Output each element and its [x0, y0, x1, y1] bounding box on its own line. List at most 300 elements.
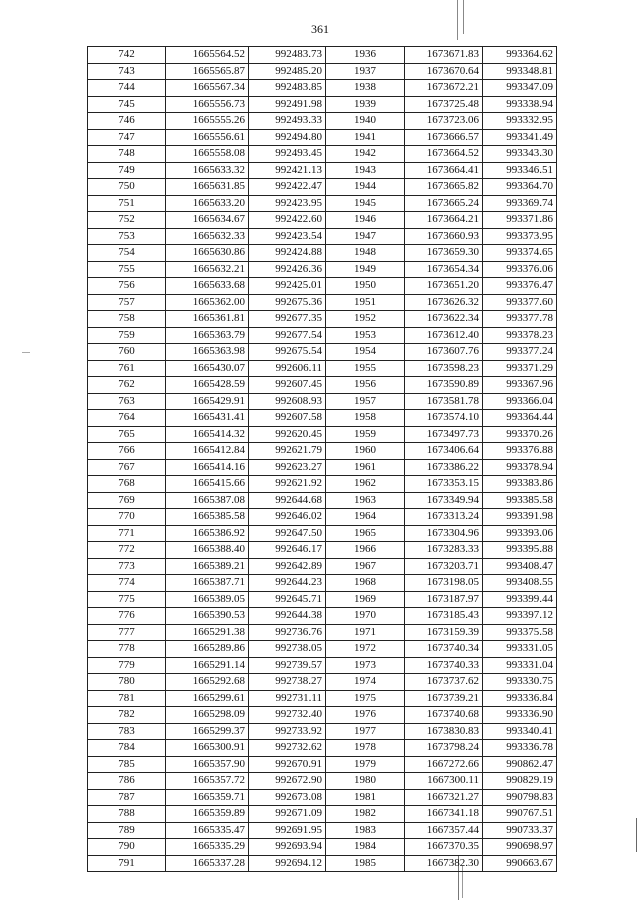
point-number-cell: 1982: [326, 806, 405, 823]
y-coordinate-cell: 993369.74: [483, 195, 557, 212]
point-number-cell: 753: [88, 228, 166, 245]
point-number-cell: 1971: [326, 624, 405, 641]
table-row: [88, 443, 557, 460]
x-coordinate-cell: 1665388.40: [166, 542, 249, 559]
table-row: [88, 740, 557, 757]
y-coordinate-cell: 990862.47: [483, 756, 557, 773]
x-coordinate-cell: 1665362.00: [166, 294, 249, 311]
point-number-cell: 770: [88, 509, 166, 526]
x-coordinate-cell: 1665359.71: [166, 789, 249, 806]
point-number-cell: 745: [88, 96, 166, 113]
x-coordinate-cell: 1673612.40: [405, 327, 483, 344]
table-row: [88, 426, 557, 443]
table-row: [88, 377, 557, 394]
y-coordinate-cell: 990663.67: [483, 855, 557, 872]
x-coordinate-cell: 1673386.22: [405, 459, 483, 476]
table-row: [88, 245, 557, 262]
y-coordinate-cell: 993370.26: [483, 426, 557, 443]
y-coordinate-cell: 993340.41: [483, 723, 557, 740]
y-coordinate-cell: 992493.45: [249, 146, 326, 163]
scan-artifact-line: [636, 818, 637, 852]
x-coordinate-cell: 1673737.62: [405, 674, 483, 691]
x-coordinate-cell: 1673304.96: [405, 525, 483, 542]
point-number-cell: 749: [88, 162, 166, 179]
x-coordinate-cell: 1665387.71: [166, 575, 249, 592]
table-row: [88, 459, 557, 476]
y-coordinate-cell: 993391.98: [483, 509, 557, 526]
x-coordinate-cell: 1665389.05: [166, 591, 249, 608]
point-number-cell: 779: [88, 657, 166, 674]
point-number-cell: 786: [88, 773, 166, 790]
point-number-cell: 771: [88, 525, 166, 542]
point-number-cell: 1947: [326, 228, 405, 245]
table-row: [88, 410, 557, 427]
y-coordinate-cell: 993341.49: [483, 129, 557, 146]
x-coordinate-cell: 1665298.09: [166, 707, 249, 724]
y-coordinate-cell: 993399.44: [483, 591, 557, 608]
point-number-cell: 791: [88, 855, 166, 872]
y-coordinate-cell: 992732.40: [249, 707, 326, 724]
x-coordinate-cell: 1665414.32: [166, 426, 249, 443]
y-coordinate-cell: 992424.88: [249, 245, 326, 262]
point-number-cell: 784: [88, 740, 166, 757]
point-number-cell: 1941: [326, 129, 405, 146]
point-number-cell: 768: [88, 476, 166, 493]
point-number-cell: 746: [88, 113, 166, 130]
point-number-cell: 1940: [326, 113, 405, 130]
x-coordinate-cell: 1673654.34: [405, 261, 483, 278]
y-coordinate-cell: 993331.04: [483, 657, 557, 674]
x-coordinate-cell: 1665357.90: [166, 756, 249, 773]
x-coordinate-cell: 1673406.64: [405, 443, 483, 460]
x-coordinate-cell: 1665386.92: [166, 525, 249, 542]
table-row: [88, 212, 557, 229]
table-row: [88, 476, 557, 493]
point-number-cell: 1968: [326, 575, 405, 592]
y-coordinate-cell: 993364.44: [483, 410, 557, 427]
y-coordinate-cell: 992644.68: [249, 492, 326, 509]
y-coordinate-cell: 992646.02: [249, 509, 326, 526]
table-row: [88, 575, 557, 592]
point-number-cell: 789: [88, 822, 166, 839]
y-coordinate-cell: 992621.92: [249, 476, 326, 493]
x-coordinate-cell: 1665291.14: [166, 657, 249, 674]
y-coordinate-cell: 992671.09: [249, 806, 326, 823]
point-number-cell: 769: [88, 492, 166, 509]
y-coordinate-cell: 992493.33: [249, 113, 326, 130]
y-coordinate-cell: 993343.30: [483, 146, 557, 163]
y-coordinate-cell: 993376.88: [483, 443, 557, 460]
y-coordinate-cell: 992483.73: [249, 47, 326, 64]
table-row: [88, 723, 557, 740]
table-row: [88, 756, 557, 773]
table-row: [88, 261, 557, 278]
y-coordinate-cell: 990733.37: [483, 822, 557, 839]
point-number-cell: 1946: [326, 212, 405, 229]
x-coordinate-cell: 1665390.53: [166, 608, 249, 625]
point-number-cell: 1969: [326, 591, 405, 608]
point-number-cell: 761: [88, 360, 166, 377]
y-coordinate-cell: 992485.20: [249, 63, 326, 80]
y-coordinate-cell: 993332.95: [483, 113, 557, 130]
y-coordinate-cell: 992483.85: [249, 80, 326, 97]
x-coordinate-cell: 1665412.84: [166, 443, 249, 460]
point-number-cell: 1954: [326, 344, 405, 361]
x-coordinate-cell: 1665630.86: [166, 245, 249, 262]
x-coordinate-cell: 1665564.52: [166, 47, 249, 64]
point-number-cell: 763: [88, 393, 166, 410]
x-coordinate-cell: 1665555.26: [166, 113, 249, 130]
x-coordinate-cell: 1673659.30: [405, 245, 483, 262]
table-row: [88, 509, 557, 526]
x-coordinate-cell: 1667300.11: [405, 773, 483, 790]
point-number-cell: 1973: [326, 657, 405, 674]
table-row: [88, 146, 557, 163]
y-coordinate-cell: 992732.62: [249, 740, 326, 757]
point-number-cell: 781: [88, 690, 166, 707]
y-coordinate-cell: 993376.47: [483, 278, 557, 295]
x-coordinate-cell: 1665292.68: [166, 674, 249, 691]
point-number-cell: 764: [88, 410, 166, 427]
table-row: [88, 492, 557, 509]
y-coordinate-cell: 992423.95: [249, 195, 326, 212]
y-coordinate-cell: 992675.54: [249, 344, 326, 361]
y-coordinate-cell: 992607.45: [249, 377, 326, 394]
point-number-cell: 1951: [326, 294, 405, 311]
point-number-cell: 1978: [326, 740, 405, 757]
y-coordinate-cell: 993393.06: [483, 525, 557, 542]
point-number-cell: 750: [88, 179, 166, 196]
y-coordinate-cell: 992623.27: [249, 459, 326, 476]
y-coordinate-cell: 992644.38: [249, 608, 326, 625]
y-coordinate-cell: 992677.35: [249, 311, 326, 328]
y-coordinate-cell: 992426.36: [249, 261, 326, 278]
x-coordinate-cell: 1665429.91: [166, 393, 249, 410]
y-coordinate-cell: 992608.93: [249, 393, 326, 410]
x-coordinate-cell: 1665361.81: [166, 311, 249, 328]
x-coordinate-cell: 1673665.82: [405, 179, 483, 196]
x-coordinate-cell: 1673590.89: [405, 377, 483, 394]
x-coordinate-cell: 1673626.32: [405, 294, 483, 311]
y-coordinate-cell: 992691.95: [249, 822, 326, 839]
x-coordinate-cell: 1665633.20: [166, 195, 249, 212]
table-row: [88, 806, 557, 823]
x-coordinate-cell: 1673665.24: [405, 195, 483, 212]
point-number-cell: 1979: [326, 756, 405, 773]
point-number-cell: 1959: [326, 426, 405, 443]
y-coordinate-cell: 993375.58: [483, 624, 557, 641]
point-number-cell: 1939: [326, 96, 405, 113]
point-number-cell: 1953: [326, 327, 405, 344]
table-row: [88, 707, 557, 724]
coordinates-table: [87, 46, 557, 872]
point-number-cell: 767: [88, 459, 166, 476]
x-coordinate-cell: 1673651.20: [405, 278, 483, 295]
point-number-cell: 1961: [326, 459, 405, 476]
y-coordinate-cell: 990829.19: [483, 773, 557, 790]
point-number-cell: 776: [88, 608, 166, 625]
table-row: [88, 674, 557, 691]
point-number-cell: 772: [88, 542, 166, 559]
x-coordinate-cell: 1665431.41: [166, 410, 249, 427]
y-coordinate-cell: 993364.70: [483, 179, 557, 196]
point-number-cell: 774: [88, 575, 166, 592]
point-number-cell: 754: [88, 245, 166, 262]
table-row: [88, 195, 557, 212]
table-row: [88, 327, 557, 344]
x-coordinate-cell: 1667341.18: [405, 806, 483, 823]
table-row: [88, 80, 557, 97]
y-coordinate-cell: 992642.89: [249, 558, 326, 575]
table-row: [88, 129, 557, 146]
y-coordinate-cell: 993367.96: [483, 377, 557, 394]
point-number-cell: 778: [88, 641, 166, 658]
table-row: [88, 311, 557, 328]
y-coordinate-cell: 992672.90: [249, 773, 326, 790]
x-coordinate-cell: 1665289.86: [166, 641, 249, 658]
x-coordinate-cell: 1673725.48: [405, 96, 483, 113]
x-coordinate-cell: 1673159.39: [405, 624, 483, 641]
x-coordinate-cell: 1665385.58: [166, 509, 249, 526]
table-row: [88, 822, 557, 839]
x-coordinate-cell: 1665291.38: [166, 624, 249, 641]
y-coordinate-cell: 993383.86: [483, 476, 557, 493]
y-coordinate-cell: 992621.79: [249, 443, 326, 460]
table-row: [88, 855, 557, 872]
y-coordinate-cell: 993348.81: [483, 63, 557, 80]
y-coordinate-cell: 993338.94: [483, 96, 557, 113]
point-number-cell: 1980: [326, 773, 405, 790]
point-number-cell: 787: [88, 789, 166, 806]
scan-artifact-mark: [22, 352, 30, 353]
x-coordinate-cell: 1673740.68: [405, 707, 483, 724]
x-coordinate-cell: 1673664.41: [405, 162, 483, 179]
x-coordinate-cell: 1665565.87: [166, 63, 249, 80]
x-coordinate-cell: 1673198.05: [405, 575, 483, 592]
table-row: [88, 558, 557, 575]
y-coordinate-cell: 993366.04: [483, 393, 557, 410]
point-number-cell: 790: [88, 839, 166, 856]
y-coordinate-cell: 992425.01: [249, 278, 326, 295]
scan-artifact-line: [457, 0, 458, 40]
y-coordinate-cell: 992675.36: [249, 294, 326, 311]
y-coordinate-cell: 992494.80: [249, 129, 326, 146]
x-coordinate-cell: 1673664.21: [405, 212, 483, 229]
x-coordinate-cell: 1673740.34: [405, 641, 483, 658]
point-number-cell: 1952: [326, 311, 405, 328]
table-row: [88, 47, 557, 64]
y-coordinate-cell: 992421.13: [249, 162, 326, 179]
y-coordinate-cell: 992607.58: [249, 410, 326, 427]
x-coordinate-cell: 1673187.97: [405, 591, 483, 608]
x-coordinate-cell: 1673622.34: [405, 311, 483, 328]
x-coordinate-cell: 1665631.85: [166, 179, 249, 196]
y-coordinate-cell: 993378.94: [483, 459, 557, 476]
point-number-cell: 1964: [326, 509, 405, 526]
y-coordinate-cell: 992606.11: [249, 360, 326, 377]
y-coordinate-cell: 990767.51: [483, 806, 557, 823]
point-number-cell: 765: [88, 426, 166, 443]
x-coordinate-cell: 1665335.29: [166, 839, 249, 856]
point-number-cell: 1974: [326, 674, 405, 691]
x-coordinate-cell: 1665335.47: [166, 822, 249, 839]
point-number-cell: 1985: [326, 855, 405, 872]
point-number-cell: 783: [88, 723, 166, 740]
point-number-cell: 788: [88, 806, 166, 823]
point-number-cell: 759: [88, 327, 166, 344]
point-number-cell: 785: [88, 756, 166, 773]
table-row: [88, 360, 557, 377]
x-coordinate-cell: 1673671.83: [405, 47, 483, 64]
table-row: [88, 690, 557, 707]
x-coordinate-cell: 1673740.33: [405, 657, 483, 674]
point-number-cell: 1966: [326, 542, 405, 559]
table-row: [88, 179, 557, 196]
point-number-cell: 777: [88, 624, 166, 641]
point-number-cell: 758: [88, 311, 166, 328]
point-number-cell: 1948: [326, 245, 405, 262]
x-coordinate-cell: 1667382.30: [405, 855, 483, 872]
x-coordinate-cell: 1673349.94: [405, 492, 483, 509]
x-coordinate-cell: 1665359.89: [166, 806, 249, 823]
y-coordinate-cell: 992739.57: [249, 657, 326, 674]
y-coordinate-cell: 993346.51: [483, 162, 557, 179]
point-number-cell: 747: [88, 129, 166, 146]
point-number-cell: 1984: [326, 839, 405, 856]
x-coordinate-cell: 1665387.08: [166, 492, 249, 509]
table-row: [88, 113, 557, 130]
y-coordinate-cell: 993395.88: [483, 542, 557, 559]
x-coordinate-cell: 1665299.61: [166, 690, 249, 707]
x-coordinate-cell: 1673672.21: [405, 80, 483, 97]
x-coordinate-cell: 1665567.34: [166, 80, 249, 97]
y-coordinate-cell: 992694.12: [249, 855, 326, 872]
x-coordinate-cell: 1665428.59: [166, 377, 249, 394]
point-number-cell: 751: [88, 195, 166, 212]
x-coordinate-cell: 1673283.33: [405, 542, 483, 559]
y-coordinate-cell: 992644.23: [249, 575, 326, 592]
x-coordinate-cell: 1673664.52: [405, 146, 483, 163]
table-row: [88, 228, 557, 245]
point-number-cell: 1972: [326, 641, 405, 658]
point-number-cell: 743: [88, 63, 166, 80]
point-number-cell: 1958: [326, 410, 405, 427]
page-number: 361: [311, 22, 329, 36]
x-coordinate-cell: 1673666.57: [405, 129, 483, 146]
x-coordinate-cell: 1673723.06: [405, 113, 483, 130]
y-coordinate-cell: 993374.65: [483, 245, 557, 262]
point-number-cell: 1981: [326, 789, 405, 806]
y-coordinate-cell: 992733.92: [249, 723, 326, 740]
y-coordinate-cell: 993371.29: [483, 360, 557, 377]
y-coordinate-cell: 993331.05: [483, 641, 557, 658]
table-row: [88, 624, 557, 641]
x-coordinate-cell: 1665633.32: [166, 162, 249, 179]
table-row: [88, 608, 557, 625]
table-row: [88, 542, 557, 559]
point-number-cell: 748: [88, 146, 166, 163]
point-number-cell: 766: [88, 443, 166, 460]
x-coordinate-cell: 1673581.78: [405, 393, 483, 410]
x-coordinate-cell: 1667370.35: [405, 839, 483, 856]
y-coordinate-cell: 992645.71: [249, 591, 326, 608]
x-coordinate-cell: 1665558.08: [166, 146, 249, 163]
x-coordinate-cell: 1673598.23: [405, 360, 483, 377]
point-number-cell: 773: [88, 558, 166, 575]
x-coordinate-cell: 1667272.66: [405, 756, 483, 773]
point-number-cell: 1963: [326, 492, 405, 509]
x-coordinate-cell: 1665430.07: [166, 360, 249, 377]
x-coordinate-cell: 1665300.91: [166, 740, 249, 757]
x-coordinate-cell: 1665633.68: [166, 278, 249, 295]
y-coordinate-cell: 993336.84: [483, 690, 557, 707]
y-coordinate-cell: 993408.47: [483, 558, 557, 575]
y-coordinate-cell: 992693.94: [249, 839, 326, 856]
x-coordinate-cell: 1665357.72: [166, 773, 249, 790]
x-coordinate-cell: 1673798.24: [405, 740, 483, 757]
y-coordinate-cell: 993371.86: [483, 212, 557, 229]
x-coordinate-cell: 1665363.79: [166, 327, 249, 344]
x-coordinate-cell: 1673607.76: [405, 344, 483, 361]
x-coordinate-cell: 1673660.93: [405, 228, 483, 245]
table-row: [88, 294, 557, 311]
point-number-cell: 1965: [326, 525, 405, 542]
coordinates-table-body: [88, 47, 557, 872]
y-coordinate-cell: 993377.78: [483, 311, 557, 328]
y-coordinate-cell: 993373.95: [483, 228, 557, 245]
point-number-cell: 1960: [326, 443, 405, 460]
table-row: [88, 393, 557, 410]
point-number-cell: 752: [88, 212, 166, 229]
y-coordinate-cell: 992620.45: [249, 426, 326, 443]
y-coordinate-cell: 992647.50: [249, 525, 326, 542]
x-coordinate-cell: 1665414.16: [166, 459, 249, 476]
point-number-cell: 1976: [326, 707, 405, 724]
x-coordinate-cell: 1665556.61: [166, 129, 249, 146]
x-coordinate-cell: 1665363.98: [166, 344, 249, 361]
point-number-cell: 1956: [326, 377, 405, 394]
x-coordinate-cell: 1667357.44: [405, 822, 483, 839]
y-coordinate-cell: 992422.60: [249, 212, 326, 229]
point-number-cell: 742: [88, 47, 166, 64]
table-row: [88, 641, 557, 658]
table-row: [88, 278, 557, 295]
y-coordinate-cell: 993347.09: [483, 80, 557, 97]
point-number-cell: 1983: [326, 822, 405, 839]
y-coordinate-cell: 992736.76: [249, 624, 326, 641]
point-number-cell: 1942: [326, 146, 405, 163]
x-coordinate-cell: 1665634.67: [166, 212, 249, 229]
point-number-cell: 1975: [326, 690, 405, 707]
point-number-cell: 1950: [326, 278, 405, 295]
point-number-cell: 760: [88, 344, 166, 361]
point-number-cell: 762: [88, 377, 166, 394]
table-row: [88, 525, 557, 542]
point-number-cell: 1938: [326, 80, 405, 97]
y-coordinate-cell: 993376.06: [483, 261, 557, 278]
x-coordinate-cell: 1673313.24: [405, 509, 483, 526]
y-coordinate-cell: 993336.90: [483, 707, 557, 724]
x-coordinate-cell: 1673353.15: [405, 476, 483, 493]
point-number-cell: 756: [88, 278, 166, 295]
y-coordinate-cell: 992422.47: [249, 179, 326, 196]
table-row: [88, 657, 557, 674]
scan-artifact-line: [463, 0, 464, 34]
point-number-cell: 1957: [326, 393, 405, 410]
x-coordinate-cell: 1673185.43: [405, 608, 483, 625]
point-number-cell: 1967: [326, 558, 405, 575]
y-coordinate-cell: 993378.23: [483, 327, 557, 344]
